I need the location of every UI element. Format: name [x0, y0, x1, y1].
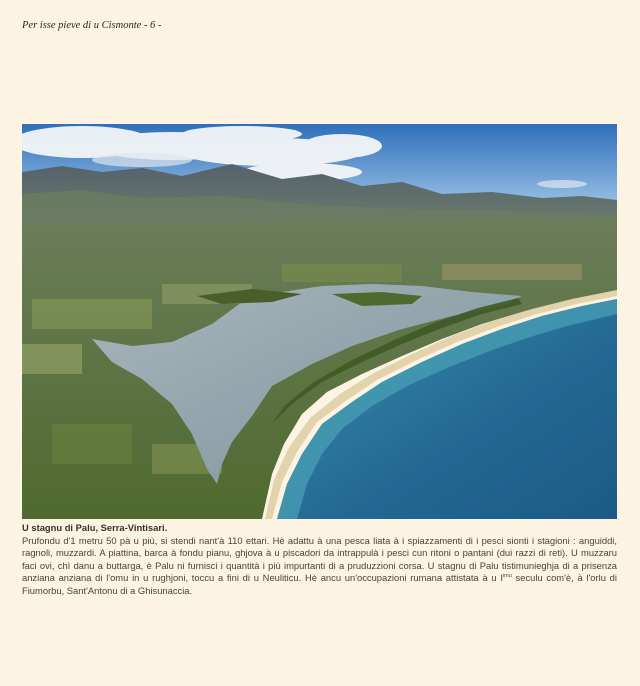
caption-body [22, 535, 617, 598]
photo-caption [22, 522, 617, 598]
aerial-photo [22, 124, 617, 519]
caption-superscript: imu [502, 573, 512, 580]
caption-text-end: seculu com'è, à l'orlu di Fiumorbu, Sant'Antonu di a Ghisunaccia. [22, 572, 617, 596]
caption-text-main: Prufondu d'1 metru 50 pà u più, si stendi nant'à 110 ettari. Hè adattu à una pesca liata à i spiazzamenti di i pesci sionti i stagioni : anguiddi, ragnoli, muzzardi. A piattina, barca à fondu pianu, ghjova à u piscadori da intrappulà i pesci cun ritoni o pantani (dui razzi di reti). U muzzaru faci ovi, chì danu a buttarga, è Palu ni furnisci i quantità i più impurtanti di a pruduzzioni corsa. U stagnu di Palu tistimunieghja di a prisenza anziana anziana di l'omu in u rughjoni, toccu a fini di u Neuliticu. Hè ancu un'occupazioni rumana attistata à u I [22, 534, 617, 584]
caption-title: U stagnu di Palu, Serra-Vintisari. [22, 522, 168, 533]
running-header: Per isse pieve di u Cismonte - 6 - [22, 20, 162, 31]
